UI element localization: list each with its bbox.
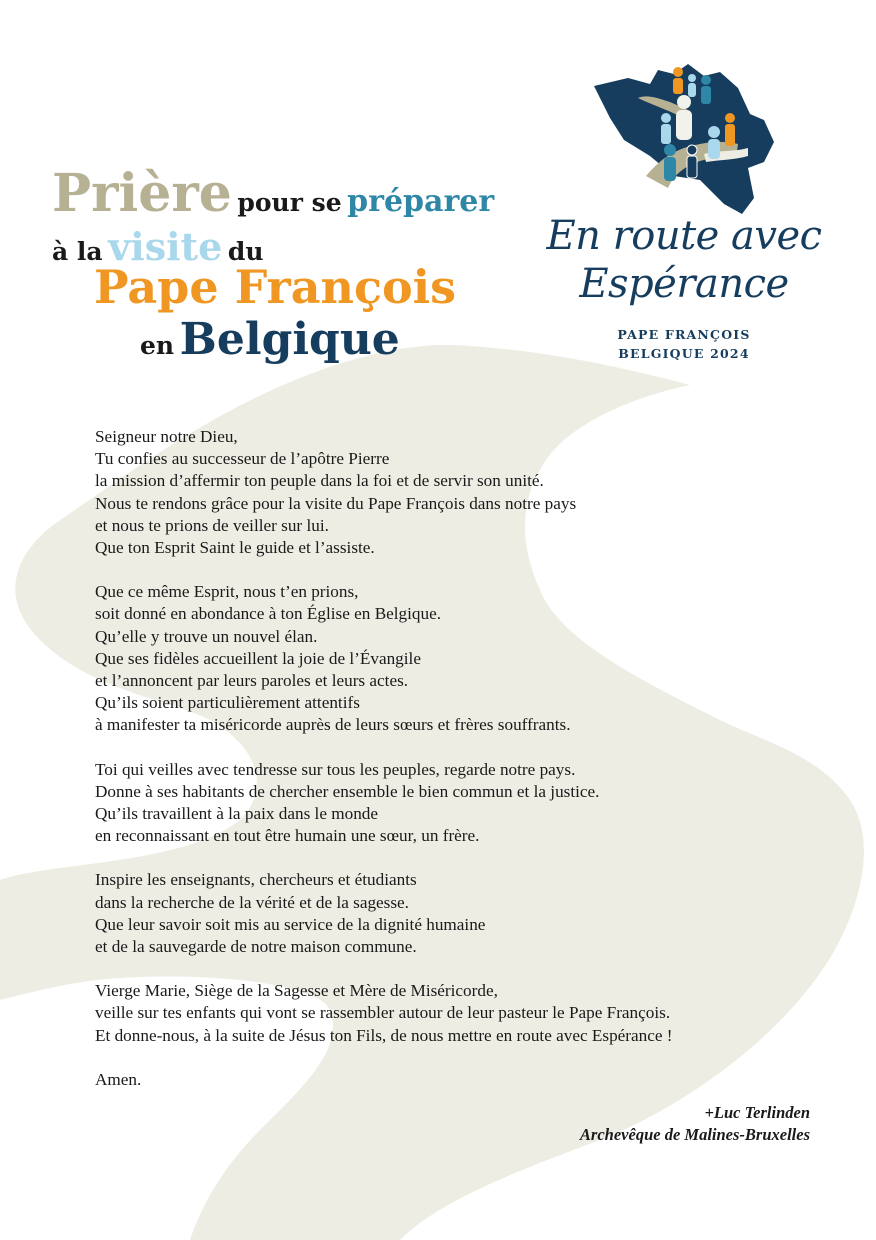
prayer-line: à manifester ta miséricorde auprès de leurs sœurs et frères souffrants.: [95, 715, 571, 735]
prayer-line: Et donne-nous, à la suite de Jésus ton Fils, de nous mettre en route avec Espérance !: [95, 1025, 673, 1045]
prayer-line: et l’annoncent par leurs paroles et leurs actes.: [95, 671, 409, 691]
prayer-stanza-1: [95, 426, 815, 559]
prayer-line: Nous te rendons grâce pour la visite du Pape François dans notre pays: [95, 493, 577, 513]
prayer-line: et de la sauvegarde de notre maison commune.: [95, 937, 417, 957]
title-word-pape-francois: Pape François: [94, 260, 457, 314]
tagline-line-2: Espérance: [579, 261, 789, 307]
prayer-line: Vierge Marie, Siège de la Sagesse et Mère de Miséricorde,: [95, 981, 498, 1001]
prayer-stanza-5: [95, 980, 815, 1047]
prayer-line: Qu’ils travaillent à la paix dans le monde: [95, 804, 379, 824]
belgium-map-pilgrims-logo-icon: [588, 58, 778, 216]
title-word-preparer: préparer: [347, 184, 495, 219]
title-line-4: [140, 314, 400, 365]
prayer-line: Inspire les enseignants, chercheurs et étudiants: [95, 870, 417, 890]
title-word-a-la: à la: [52, 237, 103, 266]
prayer-line: Qu’ils soient particulièrement attentifs: [95, 693, 360, 713]
prayer-text: [95, 426, 815, 1091]
prayer-line: Que ton Esprit Saint le guide et l’assiste.: [95, 538, 375, 558]
tagline-line-1: En route avec: [546, 213, 822, 259]
logo-tagline: [534, 212, 834, 308]
prayer-line: veille sur tes enfants qui vont se rassembler autour de leur pasteur le Pape François.: [95, 1003, 671, 1023]
prayer-line: Que ses fidèles accueillent la joie de l’Évangile: [95, 648, 421, 668]
prayer-stanza-4: [95, 869, 815, 958]
prayer-amen: Amen.: [95, 1069, 142, 1089]
title-word-visite: visite: [108, 224, 223, 269]
prayer-stanza-2: [95, 581, 815, 736]
signature-name: +Luc Terlinden: [704, 1103, 810, 1122]
prayer-line: Donne à ses habitants de chercher ensemble le bien commun et la justice.: [95, 781, 600, 801]
title-line-3: [94, 260, 457, 314]
title-line-1: [52, 163, 495, 224]
prayer-line: Seigneur notre Dieu,: [95, 427, 238, 446]
prayer-stanza-3: [95, 759, 815, 848]
title-word-belgique: Belgique: [179, 314, 400, 365]
prayer-line: soit donné en abondance à ton Église en Belgique.: [95, 604, 442, 624]
prayer-line: en reconnaissant en tout être humain une sœur, un frère.: [95, 826, 480, 846]
prayer-line: Tu confies au successeur de l’apôtre Pierre: [95, 449, 390, 469]
prayer-line: Toi qui veilles avec tendresse sur tous les peuples, regarde notre pays.: [95, 759, 576, 779]
prayer-line: Que leur savoir soit mis au service de la dignité humaine: [95, 914, 486, 934]
signature: [580, 1102, 810, 1146]
title-word-priere: Prière: [52, 163, 232, 224]
subtitle-line-2: BELGIQUE 2024: [618, 346, 750, 361]
prayer-line: Que ce même Esprit, nous t’en prions,: [95, 582, 359, 602]
subtitle-line-1: PAPE FRANÇOIS: [617, 327, 751, 342]
logo-subtitle: [534, 325, 834, 363]
prayer-line: la mission d’affermir ton peuple dans la foi et de servir son unité.: [95, 471, 544, 491]
prayer-line: Qu’elle y trouve un nouvel élan.: [95, 626, 318, 646]
title-word-en: en: [140, 331, 175, 360]
signature-role: Archevêque de Malines-Bruxelles: [579, 1125, 810, 1144]
prayer-line: dans la recherche de la vérité et de la sagesse.: [95, 892, 409, 912]
title-word-du: du: [227, 237, 264, 266]
prayer-line: et nous te prions de veiller sur lui.: [95, 515, 329, 535]
title-word-pour-se: pour se: [237, 188, 342, 217]
